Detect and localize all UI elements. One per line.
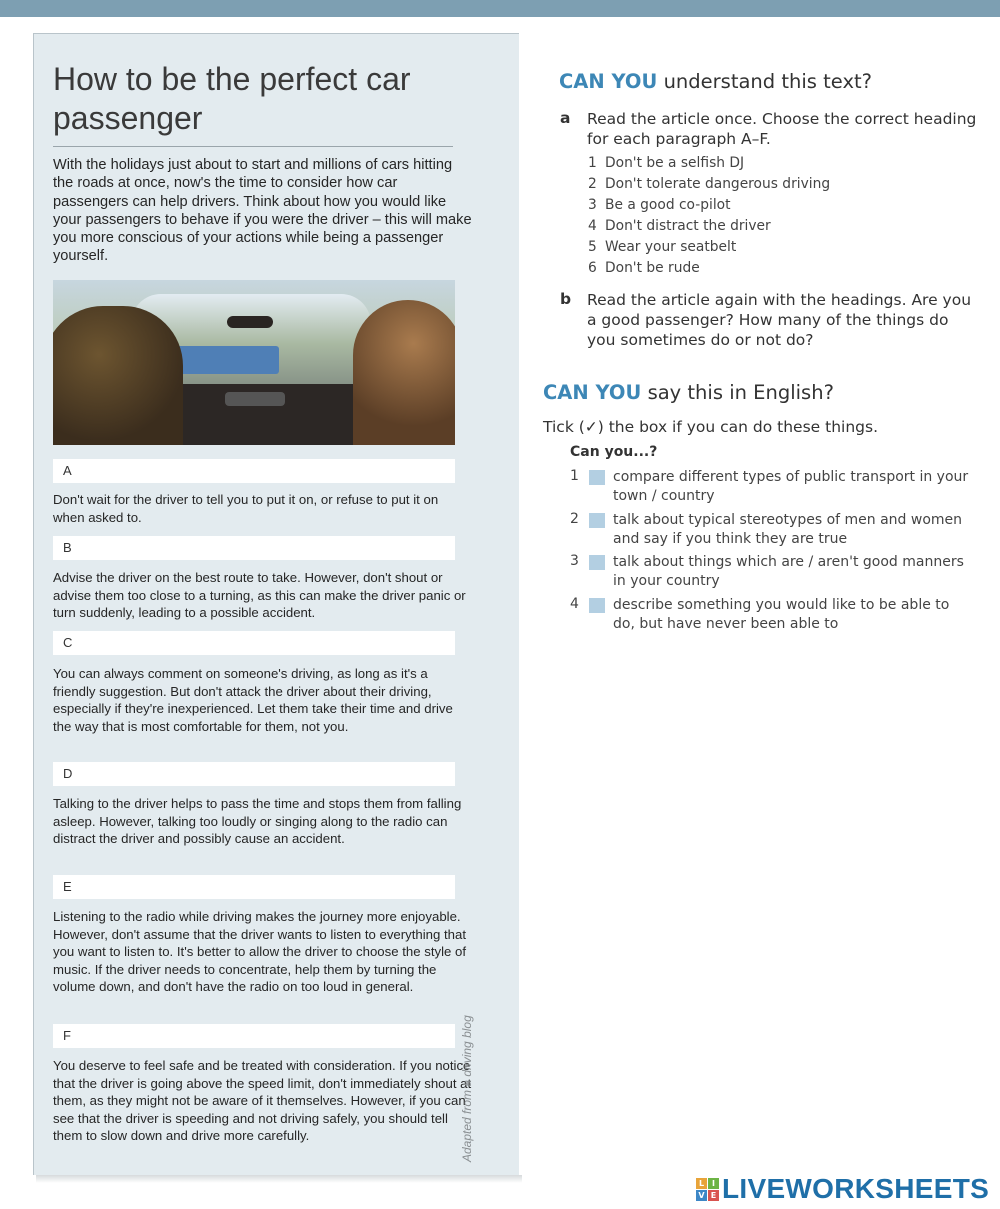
paragraph-c-text: You can always comment on someone's driving, as long as it's a friendly suggestion. But don't attack the driver about their driving, especially if they're inexperienced. Let them take their time and drive the way that is most comfortable for them, not you. <box>53 666 453 734</box>
logo-icon: L I V E <box>696 1178 719 1201</box>
section-say-heading <box>543 381 834 404</box>
tick-instruction: Tick (✓) the box if you can do these things. <box>543 418 879 436</box>
heading-option: 4 Don't distract the driver <box>588 218 771 234</box>
heading-option: 5 Wear your seatbelt <box>588 239 737 255</box>
heading-option: 6 Don't be rude <box>588 260 700 276</box>
item-text: compare different types of public transport in your town / country <box>613 469 969 504</box>
tick-checkbox[interactable] <box>589 598 605 613</box>
tick-checkbox[interactable] <box>589 513 605 528</box>
heading-option: 1 Don't be a selfish DJ <box>588 155 745 171</box>
item-number: 4 <box>570 596 579 612</box>
exercise-b-letter: b <box>560 290 572 308</box>
paragraph-label-d[interactable]: D <box>53 762 455 786</box>
item-number: 3 <box>570 553 579 569</box>
section-understand-heading <box>559 70 872 93</box>
heading-rest: say this in English? <box>647 381 834 404</box>
photo-bus <box>169 346 279 374</box>
paragraph-label-c[interactable]: C <box>53 631 455 655</box>
tick-checkbox[interactable] <box>589 470 605 485</box>
heading-rest: understand this text? <box>663 70 872 93</box>
paragraph-label-f[interactable]: F <box>53 1024 455 1048</box>
photo-driver <box>53 306 183 445</box>
paragraph-label-b[interactable]: B <box>53 536 455 560</box>
photo-vents <box>225 392 285 406</box>
item-number: 2 <box>570 511 579 527</box>
paragraph-label-a[interactable]: A <box>53 459 455 483</box>
heading-highlight: CAN YOU <box>559 70 658 93</box>
heading-highlight: CAN YOU <box>543 381 642 404</box>
article-panel <box>33 33 519 1175</box>
item-text: talk about things which are / aren't good manners in your country <box>613 554 964 589</box>
item-text: describe something you would like to be able to do, but have never been able to <box>613 597 950 632</box>
top-banner <box>0 0 1000 17</box>
logo-text: LIVEWORKSHEETS <box>722 1173 990 1204</box>
exercise-b-instruction: Read the article again with the headings. Are you a good passenger? How many of the things do you sometimes do or not do? <box>587 291 972 349</box>
heading-option: 2 Don't tolerate dangerous driving <box>588 176 831 192</box>
tick-checkbox[interactable] <box>589 555 605 570</box>
can-you-prompt: Can you...? <box>570 444 658 460</box>
photo-rear-mirror <box>227 316 273 328</box>
item-text: talk about typical stereotypes of men and women and say if you think they are true <box>613 512 963 547</box>
headings-list <box>588 153 830 279</box>
liveworksheets-logo[interactable] <box>696 1172 989 1206</box>
paragraph-d-text: Talking to the driver helps to pass the time and stops them from falling asleep. However, talking too loudly or singing along to the radio can distract the driver and possibly cause an accident. <box>53 796 462 846</box>
photo-passenger <box>353 300 455 445</box>
paragraph-label-e[interactable]: E <box>53 875 455 899</box>
paragraph-f-text: You deserve to feel safe and be treated with consideration. If you notice that the driver is going above the speed limit, don't immediately shout at them, as they might not be aware of it themselves. However, if you can see that the driver is speeding and not driving safely, you should tell them to slow down and drive more carefully. <box>53 1058 472 1143</box>
paragraph-b-text: Advise the driver on the best route to take. However, don't shout or advise them too close to a turning, as this can make the driver panic or turn suddenly, leading to a possible accident. <box>53 570 466 620</box>
paragraph-e-text: Listening to the radio while driving makes the journey more enjoyable. However, don't assume that the driver wants to listen to everything that you want to listen to. It's better to allow the driver to choose the style of music. If the driver needs to concentrate, help them by turning the volume down, and don't have the radio on too loud in general. <box>53 909 467 994</box>
exercise-a-instruction: Read the article once. Choose the correct heading for each paragraph A–F. <box>587 110 977 148</box>
article-intro: With the holidays just about to start and millions of cars hitting the roads at once, now's the time to consider how car passengers can help drivers. Think about how you would like your passengers to behave if you were the driver – this will make you more conscious of your actions while being a passenger yourself. <box>53 157 472 265</box>
article-title: How to be the perfect car passenger <box>53 61 411 136</box>
item-number: 1 <box>570 468 579 484</box>
exercise-a-letter: a <box>560 109 571 127</box>
heading-option: 3 Be a good co-pilot <box>588 197 731 213</box>
paragraph-a-text: Don't wait for the driver to tell you to put it on, or refuse to put it on when asked to. <box>53 492 439 525</box>
panel-shadow <box>36 1175 522 1183</box>
source-credit: Adapted from a driving blog <box>460 1015 474 1162</box>
title-divider <box>53 146 453 147</box>
car-interior-photo <box>53 280 455 445</box>
